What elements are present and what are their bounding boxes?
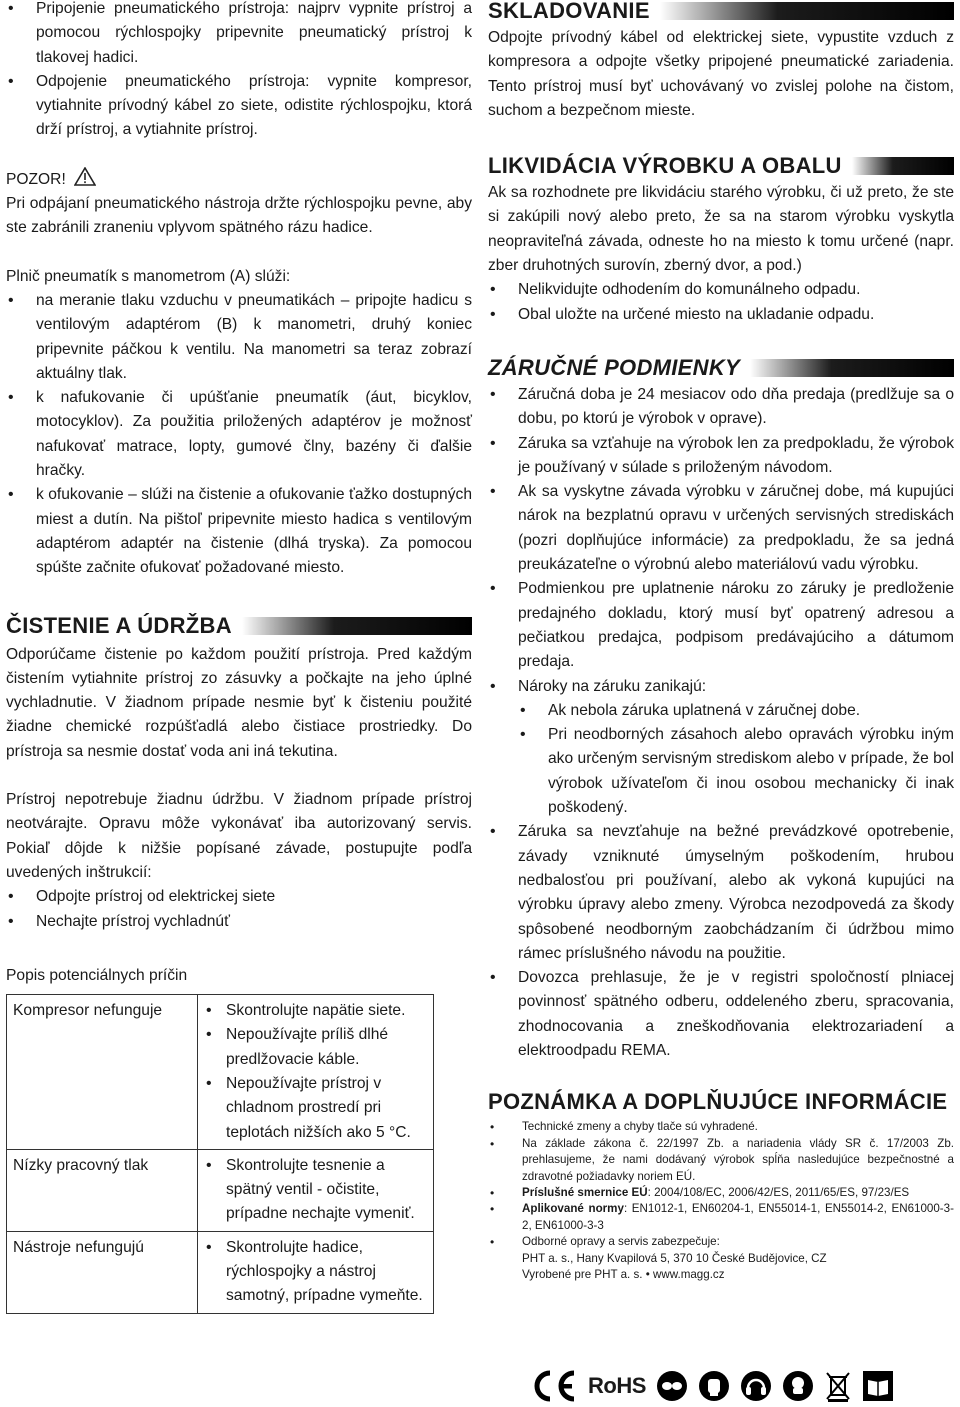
heading-bar [660,2,954,20]
list-item [488,1201,954,1234]
storage-text: Odpojte prívodný kábel od elektrickej siete, vypustite vzduch z kompresora a odpojte všetky pripojené pneumatické zariadenia. Tento prístroj musí byť uchovávaný vo zvislej polohe na čistom, suchom a bezpečnom mieste. [488,29,954,119]
problem-cell: Nástroje nefungujú [7,1231,198,1313]
directives-label: Príslušné smernice EÚ [522,1185,648,1199]
warning-text: Pri odpájaní pneumatického nástroja držte rýchlospojku pevne, aby ste zabránili zraneniu vplyvom spätného rázu hadice. [6,195,472,237]
list-item: • Skontrolujte napätie siete. [204,999,427,1023]
disposal-list [488,278,954,327]
storage-heading [488,0,954,26]
read-manual-icon [862,1370,894,1402]
warranty-heading [488,353,954,383]
notes-heading [488,1087,954,1117]
table-row [7,995,434,1150]
table-row [7,1231,434,1313]
list-item: • Záručná doba je 24 mesiacov odo dňa predaja (predlžuje sa o dobu, po ktorú je výrobok v oprave). [488,383,954,432]
service-made-for: Vyrobené pre PHT a. s. • www.magg.cz [522,1267,725,1281]
list-item: • Pripojenie pneumatického prístroja: najprv vypnite prístroj a pomocou rýchlospojky pripevnite pneumatický prístroj k tlakovej hadici. [6,0,472,70]
list-item: • na meranie tlaku vzduchu v pneumatikách – pripojte hadicu s ventilovým adaptérom (B) k manometri, druhý koniec pripevnite páčkou k ventilu. Na manometri sa teraz zobrazí aktuálny tlak. [6,289,472,386]
table-row [7,1149,434,1231]
list-item: • k nafukovanie či upúšťanie pneumatík (áut, bicyklov, motocyklov). Za použitia priložených adaptérov je možnosť nafukovať matrace, lopty, gumové člny, bazény či ďalšie hračky. [6,386,472,483]
heading-bar [852,157,954,175]
list-item: • Ak sa vyskytne závada výrobku v záručnej dobe, má kupujúci nárok na bezplatnú opravu v určených servisných strediskách (pozri doplňujúce informácie) za predpokladu, že sa jedná preukázateľne o výrobnú alebo materiálovú vadu výrobku. [488,480,954,577]
list-item: • Nepoužívajte príliš dlhé predlžovacie káble. [204,1023,427,1072]
service-label: Odborné opravy a servis zabezpečuje: [522,1235,720,1249]
list-item: • Na základe zákona č. 22/1997 Zb. a nariadenia vlády SR č. 17/2003 Zb. prehlasujeme, že nami dodávaný výrobok spĺňa nasledujúce bezpečnostné a zdravotné požiadavky noriem EÚ. [488,1136,954,1185]
problem-cell: Nízky pracovný tlak [7,1149,198,1231]
list-item: • Odpojte prístroj od elektrickej siete [6,885,472,909]
connection-list [6,0,472,143]
section-title: LIKVIDÁCIA VÝROBKU A OBALU [488,153,842,179]
warning-icon [74,167,96,186]
section-title: POZNÁMKA A DOPLŇUJÚCE INFORMÁCIE [488,1089,948,1115]
problem-cell: Kompresor nefunguje [7,995,198,1150]
list-item [488,1234,954,1283]
left-column [6,0,472,1314]
heading-bar [750,359,954,377]
ear-protection-icon [740,1370,772,1402]
section-title: SKLADOVANIE [488,0,650,23]
heading-bar [242,617,472,635]
certification-logos [530,1370,894,1402]
cleaning-heading [6,611,472,641]
list-item: • Podmienkou pre uplatnenie nároku zo záruky je predloženie predajného dokladu, ktorý musí byť opatrený adresou a pečiatkou predajca, podpisom predávajúciho a dátumom predaja. [488,577,954,674]
disposal-text: Ak sa rozhodnete pre likvidáciu starého výrobku, či už preto, že ste si zakúpili nový alebo preto, že sa na starom výrobku vyskytla neopraviteľná závada, odneste ho na miesto k tomu určené (napr. zber druhotných surovín, zberný dvor, a pod.) [488,184,954,275]
weee-bin-icon [824,1370,852,1402]
list-item: • k ofukovanie – slúži na čistenie a ofukovanie ťažko dostupných miest a dutín. Na pištoľ pripevnite miesto hadica s ventilovým adaptérom adaptér na čistenie (dlhá tryska). Za pomocou spúšte začnite ofukovať požadované miesto. [6,483,472,580]
list-item [488,1185,954,1201]
list-item: • Technické zmeny a chyby tlače sú vyhradené. [488,1119,954,1135]
notes-list [488,1119,954,1283]
warning-block [6,167,472,241]
ce-mark-icon [530,1370,578,1402]
list-item: • Pri neodborných zásahoch alebo opravách výrobku iným ako určeným servisným strediskom alebo v prípade, že bol výrobok užívateľom či inou osobou mechanicky či inak poškodený. [518,723,954,820]
cleaning-list [6,885,472,934]
fix-cell [198,1149,434,1231]
cleaning-paragraph: Odporúčame čistenie po každom použití prístroja. Pred každým čistením vytiahnite prístroj zo zásuvky a počkajte na jeho úplné vychladnutie. V žiadnom prípade nesmie byť k čisteniu použité žiadne chemické rozpúšťadlá alebo čistiace prostriedky. Do prístroja sa nesmie dostať voda ani iná tekutina. [6,645,472,760]
service-address: PHT a. s., Hany Kvapilová 5, 370 10 České Budějovice, CZ [522,1251,827,1265]
list-item: • Nepoužívajte prístroj v chladnom prostredí pri teplotách nižších ako 5 °C. [204,1072,427,1145]
list-item: • Záruka sa nevzťahuje na bežné prevádzkové opotrebenie, závady vzniknuté úmyselným poškodením, hrubou nedbalosťou pri používaní, alebo ak vykoná kupujúci na výrobku úpravy alebo zmeny. Výrobca nezodpovedá za škody spôsobené neodborným zaobchádzaním či údržbou mimo rámec príslušného návodu na použitie. [488,820,954,966]
disposal-heading [488,151,954,181]
list-item: • Záruka sa vzťahuje na výrobok len za predpokladu, že výrobok je používaný v súlade s priloženým návodom. [488,432,954,481]
standards-value: : EN1012-1, EN60204-1, EN55014-1, EN55014-2, EN61000-3-2, EN61000-3-3 [522,1202,954,1232]
section-title: ČISTENIE A ÚDRŽBA [6,612,232,638]
warranty-sublist [518,699,954,820]
list-item: • Nechajte prístroj vychladnúť [6,910,472,934]
gloves-icon [698,1370,730,1402]
causes-table [6,994,434,1314]
dust-mask-icon [782,1370,814,1402]
standards-label: Aplikované normy [522,1202,624,1216]
list-item: • Dovozca prehlasuje, že je v registri spoločností plniacej povinnosť spätného odberu, oddeleného zberu, spracovania, zhodnocovania a zneškodňovania elektrozariadení a elektroodpadu REMA. [488,966,954,1063]
section-title: ZÁRUČNÉ PODMIENKY [488,354,740,380]
list-item: • Obal uložte na určené miesto na ukladanie odpadu. [488,303,954,327]
rohs-icon: RoHS [588,1373,646,1398]
maintenance-paragraph: Prístroj nepotrebuje žiadnu údržbu. V žiadnom prípade prístroj neotvárajte. Opravu môže vykonávať iba autorizovaný servis. Pokiaľ dôjde k nižšie popísané závade, postupujte podľa uvedených inštrukcií: [6,791,472,881]
warning-label: POZOR! [6,170,66,188]
list-item: • Nároky na záruku zanikajú: [488,675,954,699]
list-item: • Skontrolujte tesnenie a spätný ventil - očistite, prípadne nechajte vymeniť. [204,1154,427,1227]
right-column [488,0,954,1283]
fix-cell [198,1231,434,1313]
goggles-icon [656,1370,688,1402]
inflator-list [6,289,472,581]
list-item: • Nelikvidujte odhodením do komunálneho odpadu. [488,278,954,302]
warranty-list [488,383,954,699]
inflator-intro: Plnič pneumatík s manometrom (A) slúži: [6,267,291,285]
list-item: • Odpojenie pneumatického prístroja: vypnite kompresor, vytiahnite prívodný kábel zo siete, odistite rýchlospojku, ktorá drží prístroj, a vytiahnite prístroj. [6,70,472,143]
list-item: • Skontrolujte hadice, rýchlospojky a nástroj samotný, prípadne vymeňte. [204,1236,427,1309]
directives-value: : 2004/108/EC, 2006/42/ES, 2011/65/ES, 97/23/ES [647,1185,910,1199]
warranty-list-2 [488,820,954,1063]
fix-cell [198,995,434,1150]
causes-title: Popis potenciálnych príčin [6,966,188,984]
list-item: • Ak nebola záruka uplatnená v záručnej dobe. [518,699,954,723]
